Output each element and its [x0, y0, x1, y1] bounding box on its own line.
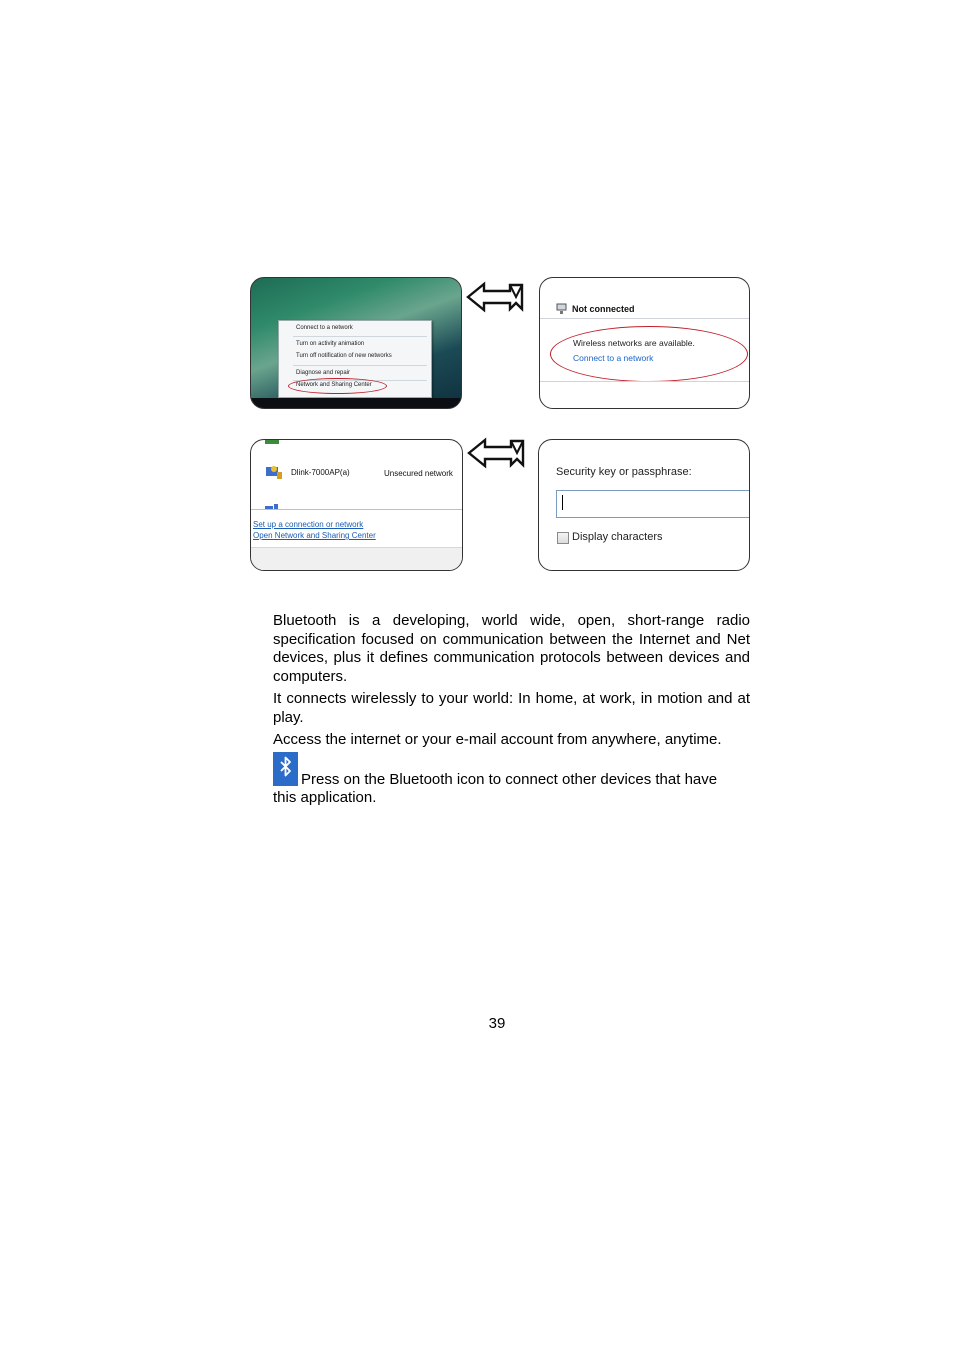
display-characters-label: Display characters [572, 531, 663, 543]
divider [251, 509, 462, 510]
page-number: 39 [488, 1015, 506, 1032]
network-list-screenshot [250, 439, 463, 571]
menu-item-network-sharing-center[interactable]: Network and Sharing Center [296, 382, 372, 388]
taskbar [251, 398, 461, 408]
network-icon[interactable] [397, 408, 403, 409]
tray-icon[interactable] [387, 408, 393, 409]
connect-to-network-link[interactable]: Connect to a network [573, 353, 654, 363]
menu-separator [293, 365, 427, 366]
setup-connection-link[interactable]: Set up a connection or network [253, 520, 364, 529]
tray-icon[interactable] [367, 408, 373, 409]
next-arrow-icon [466, 281, 524, 313]
paragraph-connects-wirelessly: It connects wirelessly to your world: In home, at work, in motion and at play. [273, 690, 750, 726]
menu-item-connect[interactable]: Connect to a network [296, 325, 353, 331]
paragraph-bluetooth-intro: Bluetooth is a developing, world wide, open, short-range radio specification focused on communication between the Internet and Net devices, plus it defines communication protocols between devices and computers. [273, 612, 750, 685]
bluetooth-icon[interactable] [273, 752, 298, 786]
signal-bars-icon [265, 439, 279, 444]
system-tray [363, 400, 453, 406]
divider [540, 318, 749, 319]
next-arrow-icon [467, 437, 525, 469]
wireless-network-icon [264, 463, 284, 481]
status-title: Not connected [572, 304, 635, 314]
tray-icon[interactable] [377, 408, 383, 409]
open-sharing-center-link[interactable]: Open Network and Sharing Center [253, 531, 376, 540]
bluetooth-instruction-line2: this application. [273, 789, 377, 806]
menu-item-activity-animation[interactable]: Turn on activity animation [296, 341, 365, 347]
security-key-input[interactable] [556, 490, 750, 518]
paragraph-access-internet: Access the internet or your e-mail account from anywhere, anytime. [273, 731, 722, 748]
tray-icon[interactable] [407, 408, 413, 409]
security-key-label: Security key or passphrase: [556, 466, 692, 478]
network-icon [556, 303, 568, 315]
menu-item-diagnose[interactable]: Diagnose and repair [296, 370, 351, 376]
network-security-status: Unsecured network [384, 469, 453, 478]
context-menu-screenshot [250, 277, 462, 409]
bluetooth-instruction-line1: Press on the Bluetooth icon to connect other devices that have [301, 771, 718, 788]
network-name[interactable]: Dlink-7000AP(a) [291, 468, 350, 477]
panel-footer [251, 547, 462, 570]
tray-context-menu [278, 320, 432, 398]
divider [540, 381, 749, 382]
highlight-ellipse [288, 378, 387, 394]
menu-separator [293, 336, 427, 337]
text-caret [562, 495, 563, 510]
highlight-ellipse [550, 326, 748, 382]
menu-item-notification[interactable]: Turn off notification of new networks [296, 353, 392, 359]
security-key-screenshot [538, 439, 750, 571]
connection-status-screenshot [539, 277, 750, 409]
display-characters-checkbox[interactable] [557, 532, 569, 544]
networks-available-message: Wireless networks are available. [573, 338, 695, 348]
